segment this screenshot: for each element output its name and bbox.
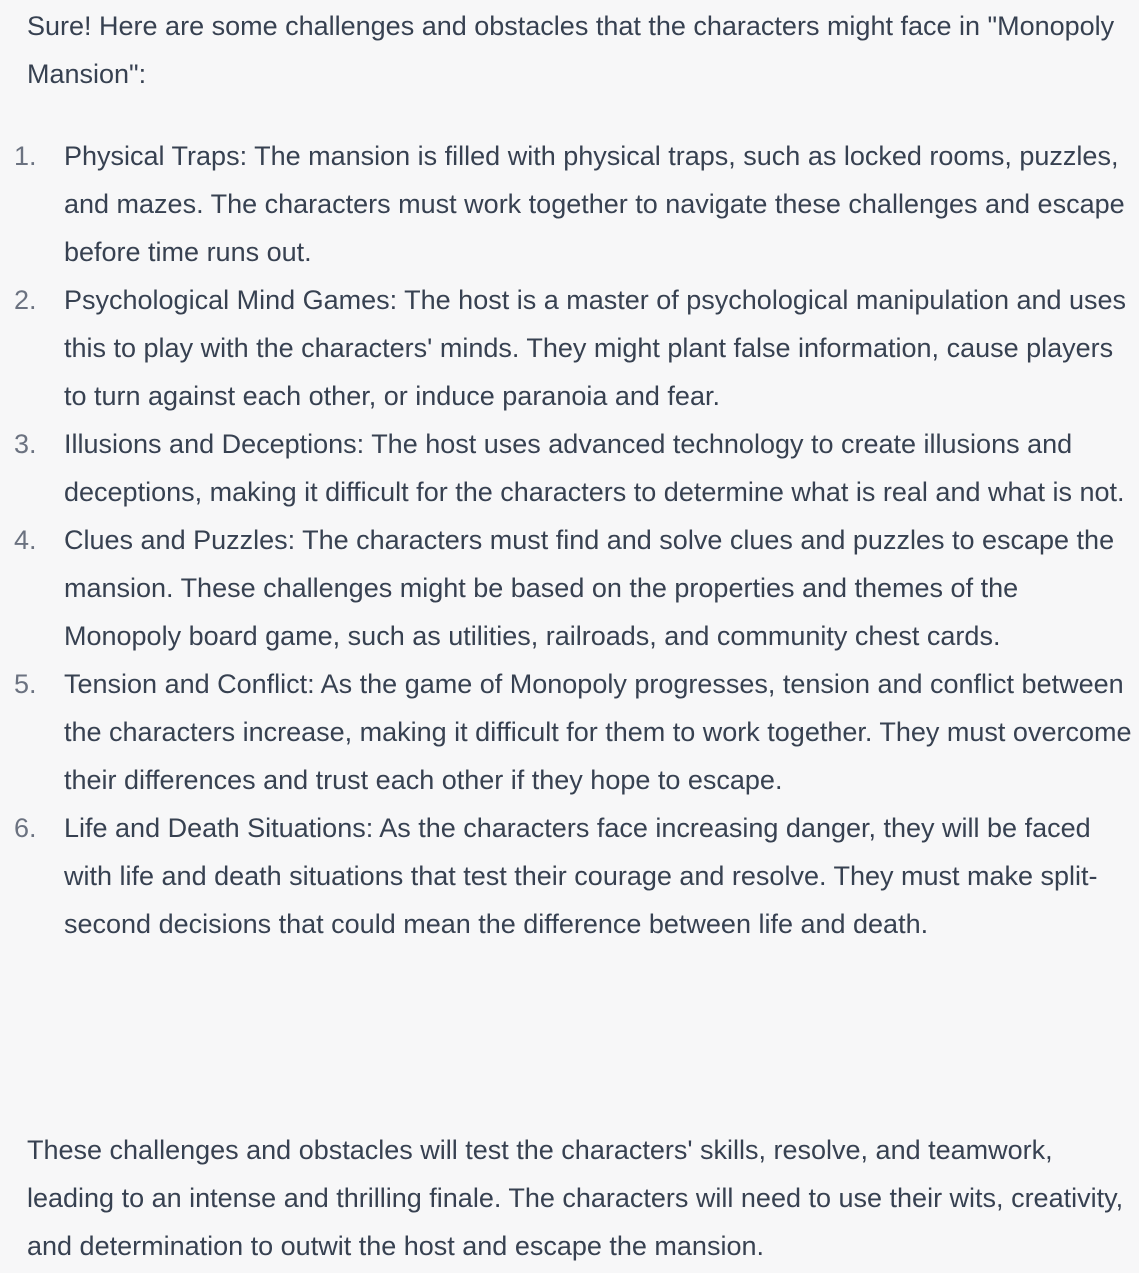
- list-item: [0, 276, 1139, 420]
- list-item-text: Physical Traps: The mansion is filled with physical traps, such as locked rooms, puzzles, and mazes. The characters must work together to navigate these challenges and escape before time runs out.: [64, 141, 1125, 267]
- list-item: [0, 132, 1139, 276]
- list-item-number: 2.: [14, 285, 37, 315]
- list-item: [0, 516, 1139, 660]
- list-item: [0, 660, 1139, 804]
- list-item-text: Psychological Mind Games: The host is a master of psychological manipulation and uses this to play with the characters' minds. They might plant false information, cause players to turn against each other, or induce paranoia and fear.: [64, 285, 1127, 411]
- list-item: [0, 420, 1139, 516]
- list-item-number: 6.: [14, 813, 37, 843]
- list-item-number: 1.: [14, 141, 37, 171]
- list-item-number: 4.: [14, 525, 37, 555]
- list-item-text: Illusions and Deceptions: The host uses advanced technology to create illusions and deceptions, making it difficult for the characters to determine what is real and what is not.: [64, 429, 1125, 507]
- list-item-text: Clues and Puzzles: The characters must find and solve clues and puzzles to escape the mansion. These challenges might be based on the properties and themes of the Monopoly board game, such as utilities, railroads, and community chest cards.: [64, 525, 1115, 651]
- challenges-list: [0, 132, 1139, 948]
- list-item-text: Tension and Conflict: As the game of Monopoly progresses, tension and conflict between the characters increase, making it difficult for them to work together. They must overcome their differences and trust each other if they hope to escape.: [64, 669, 1132, 795]
- outro-paragraph: These challenges and obstacles will test the characters' skills, resolve, and teamwork, leading to an intense and thrilling finale. The characters will need to use their wits, creativity, and determination to outwit the host and escape the mansion.: [27, 1135, 1124, 1261]
- list-item-number: 3.: [14, 429, 37, 459]
- list-item-number: 5.: [14, 669, 37, 699]
- list-item: [0, 804, 1139, 948]
- intro-paragraph: Sure! Here are some challenges and obstacles that the characters might face in "Monopoly Mansion":: [27, 11, 1115, 89]
- list-item-text: Life and Death Situations: As the characters face increasing danger, they will be faced with life and death situations that test their courage and resolve. They must make split-second decisions that could mean the difference between life and death.: [64, 813, 1098, 939]
